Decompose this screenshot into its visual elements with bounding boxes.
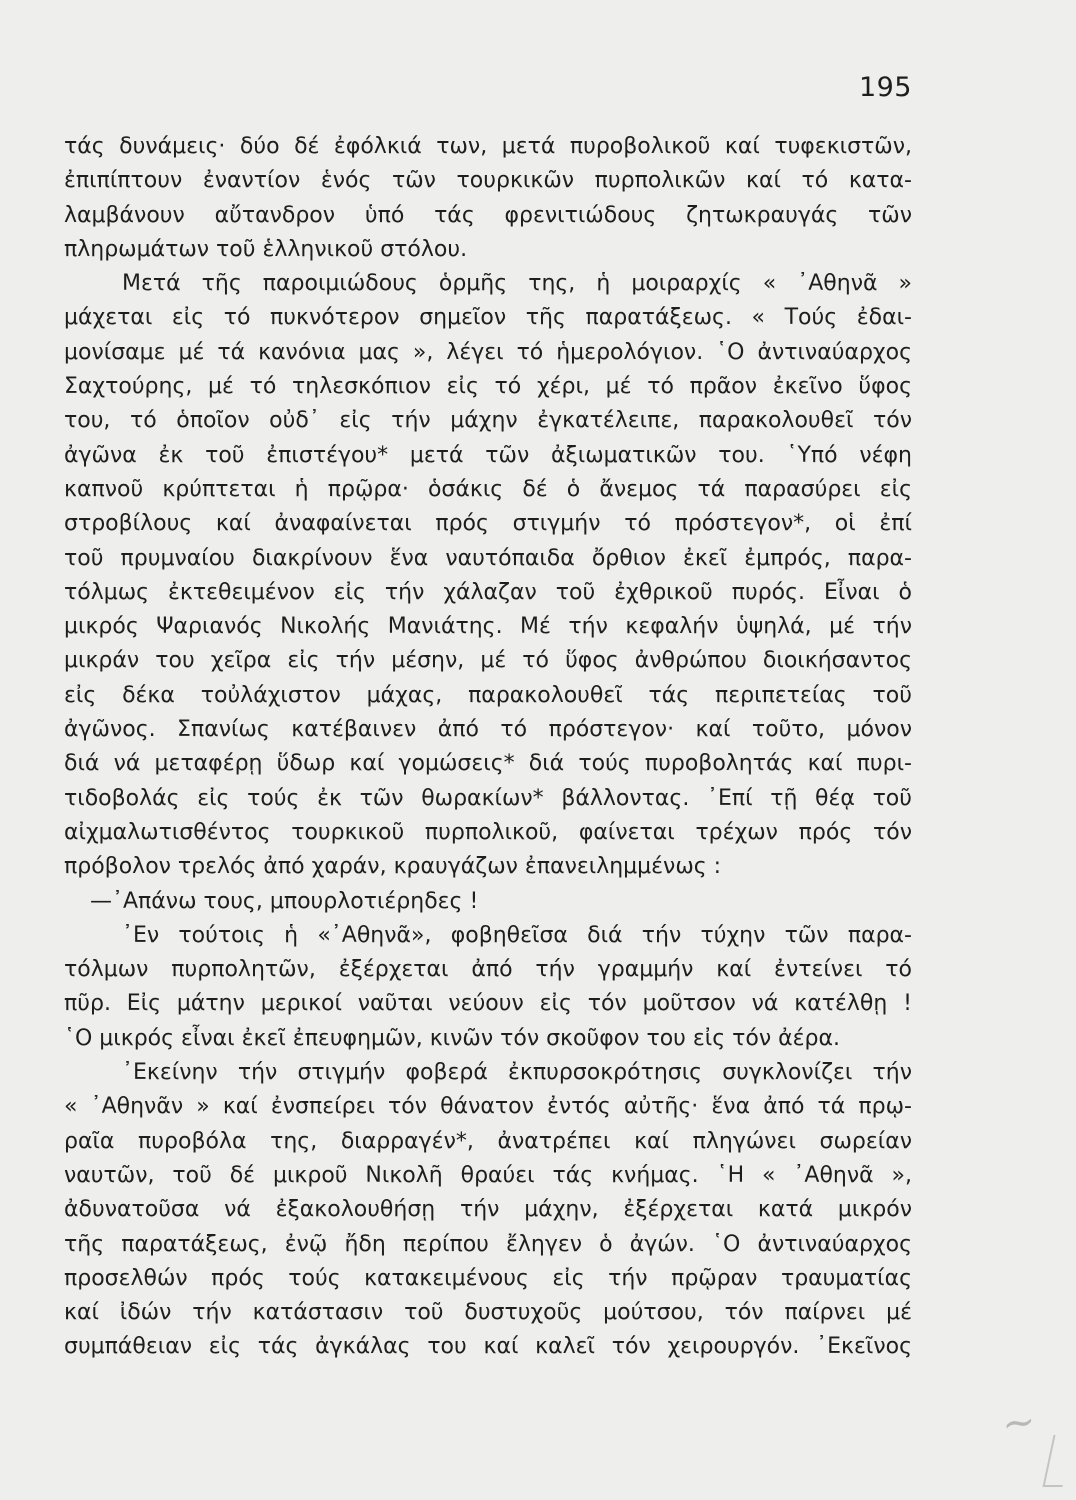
text-line: καί ἰδών τήν κατάστασιν τοῦ δυστυχοῦς μούτσου, τόν παίρνει μέ (64, 1300, 912, 1326)
text-line: λαμβάνουν αὔτανδρον ὑπό τάς φρενιτιώδους ζητωκραυγάς τῶν (64, 202, 912, 228)
text-line: εἰς δέκα τοὐλάχιστον μάχας, παρακολουθεῖ τάς περιπετείας τοῦ (64, 682, 912, 708)
text-line: ραῖα πυροβόλα της, διαρραγέν*, ἀνατρέπει καί πληγώνει σωρείαν (64, 1128, 912, 1154)
text-line: τοῦ πρυμναίου διακρίνουν ἕνα ναυτόπαιδα ὄρθιον ἐκεῖ ἐμπρός, παρα- (64, 545, 912, 571)
text-line: προσελθών πρός τούς κατακειμένους εἰς τήν πρῷραν τραυματίας (64, 1265, 912, 1291)
text-line: τόλμως ἐκτεθειμένον εἰς τήν χάλαζαν τοῦ ἐχθρικοῦ πυρός. Εἶναι ὁ (64, 579, 912, 605)
text-line: ἀγῶνα ἐκ τοῦ ἐπιστέγου* μετά τῶν ἀξιωματικῶν του. ῾Υπό νέφη (64, 442, 912, 468)
text-line: συμπάθειαν εἰς τάς ἀγκάλας του καί καλεῖ τόν χειρουργόν. ᾿Εκεῖνος (64, 1334, 912, 1360)
body-text (64, 130, 912, 1365)
text-line: μικράν του χεῖρα εἰς τήν μέσην, μέ τό ὕφος ἀνθρώπου διοικήσαντος (64, 648, 912, 674)
text-line: μάχεται εἰς τό πυκνότερον σημεῖον τῆς παρατάξεως. « Τούς ἐδαι- (64, 305, 912, 331)
text-line: ναυτῶν, τοῦ δέ μικροῦ Νικολῆ θραύει τάς κνήμας. ῾Η « ᾿Αθηνᾶ », (64, 1162, 912, 1188)
text-line: ἐπιπίπτουν ἐναντίον ἑνός τῶν τουρκικῶν πυρπολικῶν καί τό κατα- (64, 168, 912, 194)
text-line: διά νά μεταφέρῃ ὕδωρ καί γομώσεις* διά τούς πυροβολητάς καί πυρι- (64, 751, 912, 777)
pencil-scribble: ~ (999, 1397, 1040, 1449)
text-line: ᾿Εν τούτοις ἡ «᾿Αθηνᾶ», φοβηθεῖσα διά τήν τύχην τῶν παρα- (122, 922, 912, 948)
text-line: ἀγῶνος. Σπανίως κατέβαινεν ἀπό τό πρόστεγον· καί τοῦτο, μόνον (64, 717, 912, 743)
text-line: πληρωμάτων τοῦ ἑλληνικοῦ στόλου. (64, 236, 468, 262)
text-line: ᾿Εκείνην τήν στιγμήν φοβερά ἐκπυρσοκρότησις συγκλονίζει τήν (122, 1060, 912, 1086)
text-line: στροβίλους καί ἀναφαίνεται πρός στιγμήν τό πρόστεγον*, οἱ ἐπί (64, 511, 912, 537)
text-line: αἰχμαλωτισθέντος τουρκικοῦ πυρπολικοῦ, φαίνεται τρέχων πρός τόν (64, 819, 912, 845)
text-line: τόλμων πυρπολητῶν, ἐξέρχεται ἀπό τήν γραμμήν καί ἐντείνει τό (64, 957, 912, 983)
text-line: μονίσαμε μέ τά κανόνια μας », λέγει τό ἡμερολόγιον. ῾Ο ἀντιναύαρχος (64, 339, 912, 365)
dialogue-line: —᾿Απάνω τους, μπουρλοτιέρηδες ! (90, 888, 479, 914)
pencil-mark (1042, 1435, 1073, 1487)
text-line: του, τό ὁποῖον οὐδ᾿ εἰς τήν μάχην ἐγκατέλειπε, παρακολουθεῖ τόν (64, 408, 912, 434)
text-line: πῦρ. Εἰς μάτην μερικοί ναῦται νεύουν εἰς τόν μοῦτσον νά κατέλθῃ ! (64, 991, 912, 1017)
text-line: καπνοῦ κρύπτεται ἡ πρῷρα· ὁσάκις δέ ὁ ἄνεμος τά παρασύρει εἰς (64, 476, 912, 502)
text-line: τιδοβολάς εἰς τούς ἐκ τῶν θωρακίων* βάλλοντας. ᾿Επί τῇ θέᾳ τοῦ (64, 785, 912, 811)
text-line: τῆς παρατάξεως, ἐνῷ ἤδη περίπου ἔληγεν ὁ ἀγών. ῾Ο ἀντιναύαρχος (64, 1231, 912, 1257)
text-line: ῾Ο μικρός εἶναι ἐκεῖ ἐπευφημῶν, κινῶν τόν σκοῦφον του εἰς τόν ἀέρα. (64, 1025, 840, 1051)
page-number: 195 (858, 72, 912, 103)
text-line: τάς δυνάμεις· δύο δέ ἐφόλκιά των, μετά πυροβολικοῦ καί τυφεκιστῶν, (64, 134, 912, 159)
text-line: Μετά τῆς παροιμιώδους ὁρμῆς της, ἡ μοιραρχίς « ᾿Αθηνᾶ » (122, 271, 912, 297)
text-line: Σαχτούρης, μέ τό τηλεσκόπιον εἰς τό χέρι, μέ τό πρᾶον ἐκεῖνο ὕφος (64, 374, 912, 400)
text-line: μικρός Ψαριανός Νικολής Μανιάτης. Μέ τήν κεφαλήν ὑψηλά, μέ τήν (64, 614, 912, 640)
text-line: « ᾿Αθηνᾶν » καί ἐνσπείρει τόν θάνατον ἐντός αὐτῆς· ἕνα ἀπό τά πρῳ- (64, 1094, 912, 1120)
text-line: ἀδυνατοῦσα νά ἐξακολουθήσῃ τήν μάχην, ἐξέρχεται κατά μικρόν (64, 1197, 912, 1223)
text-line: πρόβολον τρελός ἀπό χαράν, κραυγάζων ἐπανειλημμένως : (64, 854, 722, 880)
